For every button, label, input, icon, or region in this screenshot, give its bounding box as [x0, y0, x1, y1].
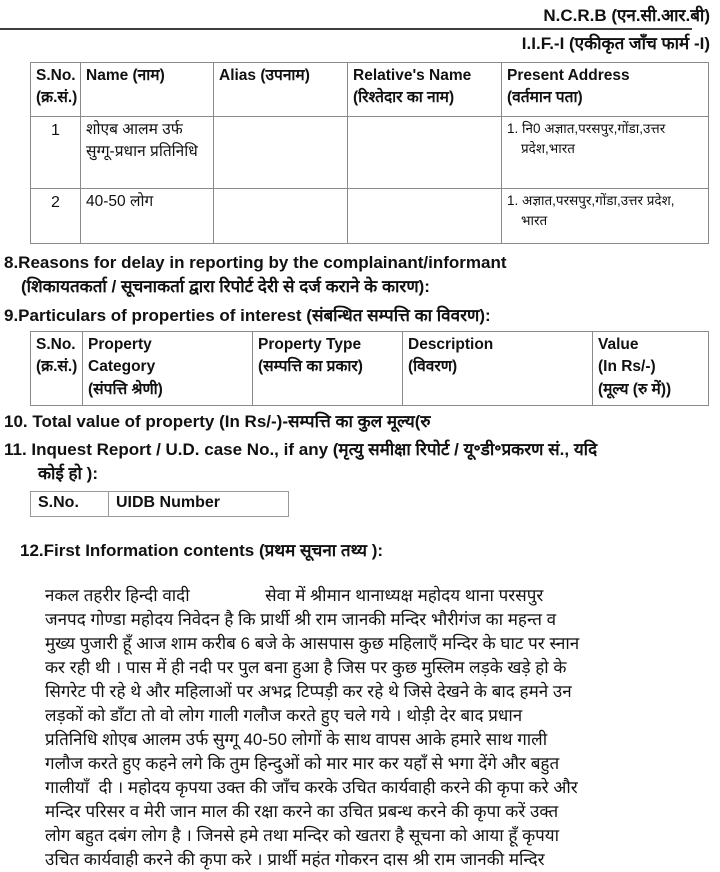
section-11-line2: कोई हो ):: [38, 464, 99, 483]
fir-contents: [45, 584, 720, 872]
fir-line: सिगरेट पी रहे थे और महिलाओं पर अभद्र टिप्पड़ी कर रहे थे जिसे देखने के बाद हमने उन: [45, 682, 572, 701]
properties-table: [30, 331, 709, 406]
accused-col-name: Name (नाम): [81, 63, 214, 117]
section-9-line1: 9.Particulars of properties of interest (संबन्धित सम्पत्ति का विवरण):: [4, 306, 491, 325]
accused-1-relative: [348, 117, 502, 189]
section-11-heading: [4, 438, 720, 486]
accused-1-address: 1. नि0 अज्ञात,परसपुर,गोंडा,उत्तर प्रदेश,भारत: [502, 117, 709, 189]
accused-1-name: शोएब आलम उर्फ सुग्गू-प्रधान प्रतिनिधि: [81, 117, 214, 189]
iif-form-title: I.I.F.-I (एकीकृत जाँच फार्म -I): [521, 34, 710, 53]
accused-row-1: [31, 117, 709, 189]
accused-2-address: 1. अज्ञात,परसपुर,गोंडा,उत्तर प्रदेश, भारत: [502, 189, 709, 244]
properties-table-header-row: [31, 332, 709, 406]
section-9-heading: [4, 304, 720, 328]
properties-col-type: Property Type (सम्पत्ति का प्रकार): [253, 332, 403, 406]
properties-col-sno: S.No. (क्र.सं.): [31, 332, 83, 406]
uidb-table: [30, 491, 289, 517]
uidb-col-sno: S.No.: [31, 492, 109, 517]
fir-line: जनपद गोण्डा महोदय निवेदन है कि प्रार्थी श्री राम जानकी मन्दिर भौरीगंज का महन्त व: [45, 610, 557, 629]
section-11-line1: 11. Inquest Report / U.D. case No., if any (मृत्यु समीक्षा रिपोर्ट / यू॰डी॰प्रकरण सं., यदि: [4, 440, 598, 459]
uidb-header-row: [31, 492, 289, 517]
accused-row-2: [31, 189, 709, 244]
header-divider: [0, 28, 692, 30]
fir-line: मन्दिर परिसर व मेरी जान माल की रक्षा करने का उचित प्रबन्ध करने की कृपा करें उक्त: [45, 802, 559, 821]
fir-line: गालीयाँ दी । महोदय कृपया उक्त की जाँच करके उचित कार्यवाही करने की कृपा करे और: [45, 778, 578, 797]
fir-line: मुख्य पुजारी हूँ आज शाम करीब 6 बजे के आसपास कुछ महिलाएँ मन्दिर के घाट पर स्नान: [45, 634, 580, 653]
properties-col-value: Value (In Rs/-) (मूल्य (रु में)): [593, 332, 709, 406]
section-10-line1: 10. Total value of property (In Rs/-)-सम्पत्ति का कुल मूल्य(रु: [4, 412, 431, 431]
accused-table-header-row: [31, 63, 709, 117]
section-12-heading: [20, 539, 720, 563]
accused-2-alias: [214, 189, 348, 244]
uidb-col-number: UIDB Number: [109, 492, 289, 517]
fir-line: लोग बहुत दबंग लोग है । जिनसे हमे तथा मन्दिर को खतरा है सूचना को आया हूँ कृपया: [45, 826, 560, 845]
accused-1-alias: [214, 117, 348, 189]
fir-line: कर रही थी । पास में ही नदी पर पुल बना हुआ है जिस पर कुछ मुस्लिम लड़के खड़े हो के: [45, 658, 567, 677]
ncrb-title: N.C.R.B (एन.सी.आर.बी): [543, 6, 710, 25]
accused-2-relative: [348, 189, 502, 244]
fir-line: गलौज करते हुए कहने लगे कि तुम हिन्दुओं को मार मार कर यहाँ से भगा देंगे और बहुत: [45, 754, 560, 773]
section-8-line1: 8.Reasons for delay in reporting by the complainant/informant: [4, 253, 507, 272]
accused-col-alias: Alias (उपनाम): [214, 63, 348, 117]
page-header: [0, 0, 720, 56]
accused-1-sno: 1: [31, 117, 81, 189]
accused-col-relative-name: Relative's Name (रिश्तेदार का नाम): [348, 63, 502, 117]
fir-line: उचित कार्यवाही करने की कृपा करे । प्रार्थी महंत गोकरन दास श्री राम जानकी मन्दिर: [45, 850, 545, 869]
accused-col-present-address: Present Address (वर्तमान पता): [502, 63, 709, 117]
section-10-heading: [4, 410, 720, 434]
accused-col-sno: S.No. (क्र.सं.): [31, 63, 81, 117]
section-8-heading: [4, 251, 720, 299]
section-12-line1: 12.First Information contents (प्रथम सूचना तथ्य ):: [20, 541, 384, 560]
properties-col-description: Description (विवरण): [403, 332, 593, 406]
fir-line: लड़कों को डाँटा तो वो लोग गाली गलौज करते हुए चले गये । थोड़ी देर बाद प्रधान: [45, 706, 523, 725]
accused-2-sno: 2: [31, 189, 81, 244]
properties-col-category: Property Category (संपत्ति श्रेणी): [83, 332, 253, 406]
section-8-line2: (शिकायतकर्ता / सूचनाकर्ता द्वारा रिपोर्ट देरी से दर्ज कराने के कारण):: [21, 277, 430, 296]
accused-2-name: 40-50 लोग: [81, 189, 214, 244]
fir-line: नकल तहरीर हिन्दी वादी सेवा में श्रीमान थानाध्यक्ष महोदय थाना परसपुर: [45, 586, 544, 605]
fir-line: प्रतिनिधि शोएब आलम उर्फ सुग्गू 40-50 लोगों के साथ वापस आके हमारे साथ गाली: [45, 730, 548, 749]
accused-table: [30, 62, 709, 244]
